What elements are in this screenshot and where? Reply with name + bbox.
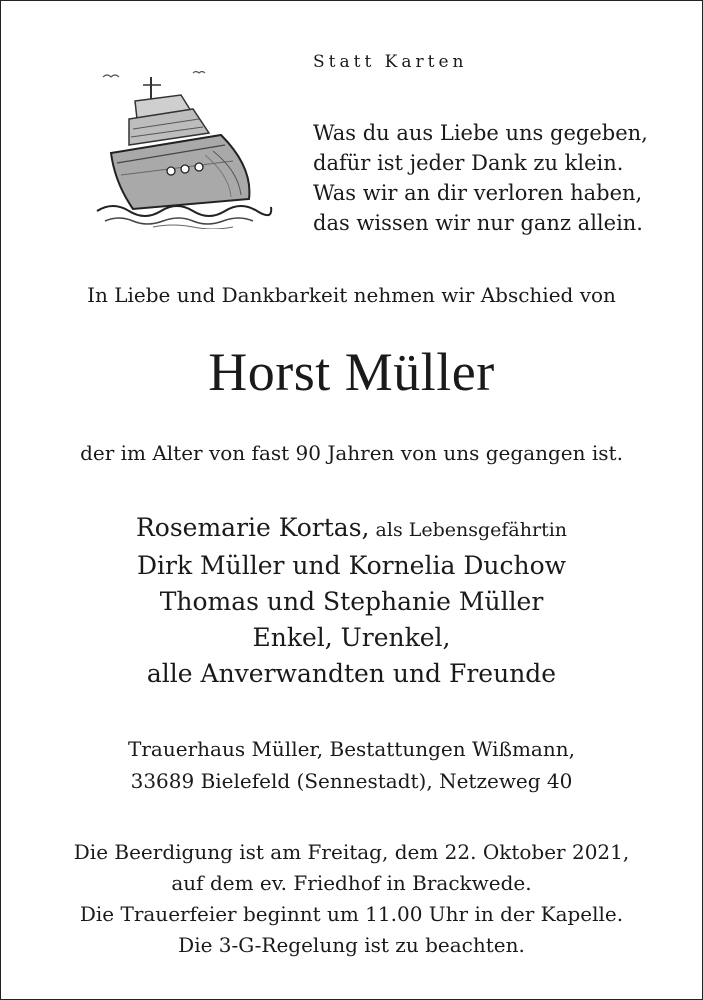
farewell-intro: In Liebe und Dankbarkeit nehmen wir Abschied von xyxy=(87,283,616,307)
funeral-line: Die Trauerfeier beginnt um 11.00 Uhr in der Kapelle. xyxy=(79,902,624,926)
memorial-verse xyxy=(313,118,648,238)
age-line: der im Alter von fast 90 Jahren von uns gegangen ist. xyxy=(80,441,623,465)
mourner-line: Enkel, Urenkel, xyxy=(252,623,451,652)
mourner-line: Thomas und Stephanie Müller xyxy=(159,587,544,616)
deceased-name: Horst Müller xyxy=(208,342,495,402)
verse-line: Was du aus Liebe uns gegeben, xyxy=(313,121,648,145)
address-line: Trauerhaus Müller, Bestattungen Wißmann, xyxy=(128,737,575,761)
address-line: 33689 Bielefeld (Sennestadt), Netzeweg 40 xyxy=(130,769,573,793)
statt-karten-heading: Statt Karten xyxy=(313,52,468,72)
mourner-line: Dirk Müller und Kornelia Duchow xyxy=(136,551,567,580)
verse-line: das wissen wir nur ganz allein. xyxy=(313,211,643,235)
mourner-line: alle Anverwandten und Freunde xyxy=(146,659,557,688)
mourning-house-address xyxy=(1,733,702,797)
funeral-line: auf dem ev. Friedhof in Brackwede. xyxy=(171,871,532,895)
funeral-details xyxy=(1,837,702,961)
verse-line: dafür ist jeder Dank zu klein. xyxy=(313,151,624,175)
mourners-list xyxy=(1,510,702,692)
ship-icon xyxy=(93,71,273,229)
funeral-line: Die Beerdigung ist am Freitag, dem 22. Oktober 2021, xyxy=(73,840,630,864)
mourner-name: Rosemarie Kortas, xyxy=(135,513,370,542)
mourner-line xyxy=(1,510,702,548)
verse-line: Was wir an dir verloren haben, xyxy=(313,181,643,205)
mourner-role: als Lebensgefährtin xyxy=(369,519,568,541)
funeral-line: Die 3-G-Regelung ist zu beachten. xyxy=(178,933,525,957)
